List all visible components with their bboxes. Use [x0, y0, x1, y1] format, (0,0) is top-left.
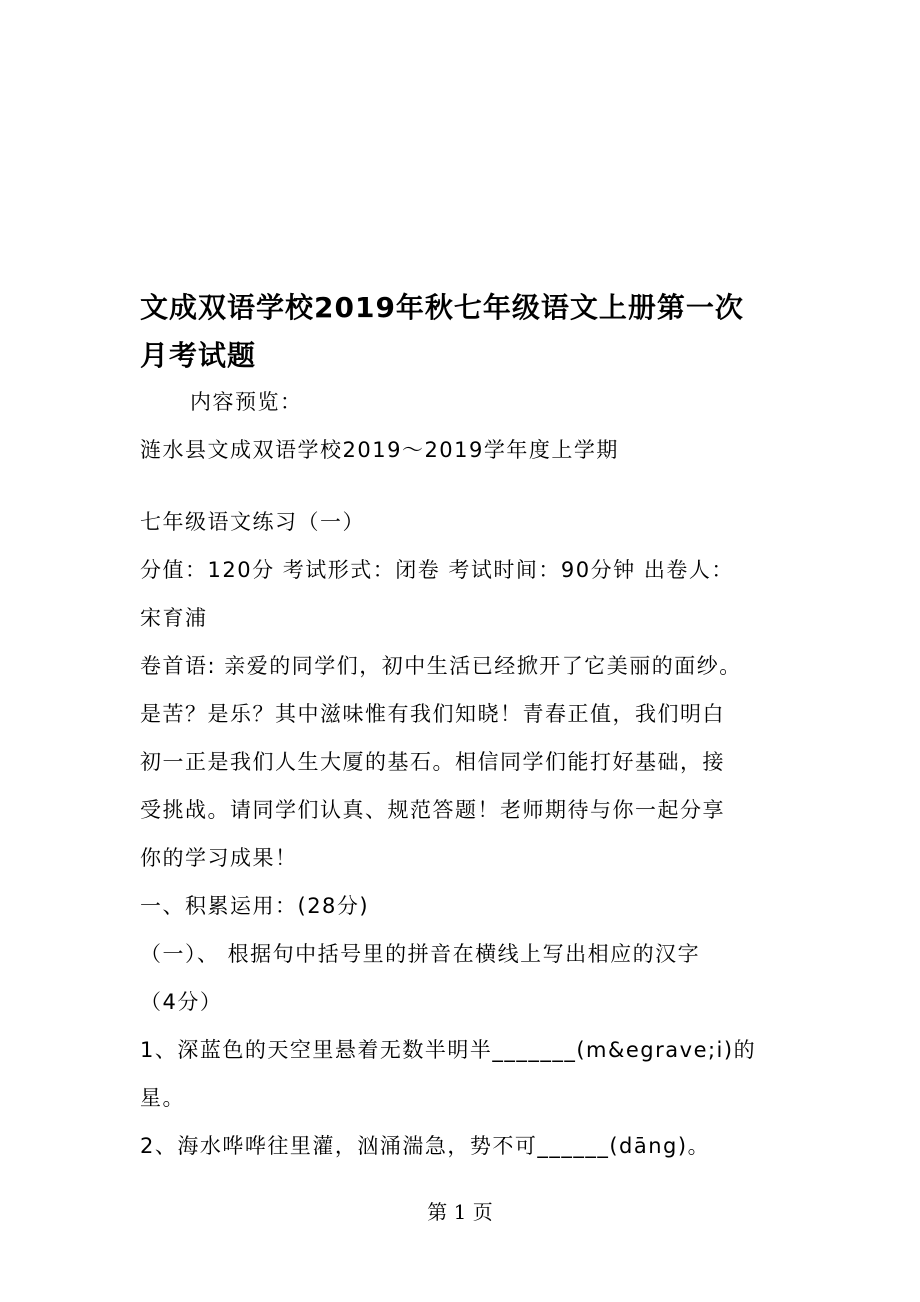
- preface-line: 是苦？是乐？其中滋味惟有我们知晓！青春正值，我们明白: [140, 702, 725, 726]
- question-1: 1、深蓝色的天空里悬着无数半明半_______(m&egrave;i)的: [140, 1038, 757, 1062]
- preface-line: 你的学习成果！: [140, 846, 298, 870]
- page-number: 第 1 页: [427, 1200, 493, 1224]
- title-line-2: 月考试题: [140, 339, 257, 372]
- preface-line: 初一正是我们人生大厦的基石。相信同学们能打好基础，接: [140, 750, 725, 774]
- school-line: 涟水县文成双语学校2019～2019学年度上学期: [140, 438, 619, 462]
- preface-line: 卷首语: 亲爱的同学们，初中生活已经掀开了它美丽的面纱。: [140, 654, 742, 678]
- exam-author: 宋育浦: [140, 606, 208, 630]
- exam-info: 分值：120分 考试形式：闭卷 考试时间：90分钟 出卷人：: [140, 558, 734, 582]
- section-heading: 一、积累运用：(28分): [140, 894, 370, 918]
- question-1-cont: 星。: [140, 1086, 185, 1110]
- title-line-1: 文成双语学校2019年秋七年级语文上册第一次: [140, 291, 744, 324]
- preview-label: 内容预览：: [190, 390, 303, 414]
- preface-line: 受挑战。请同学们认真、规范答题！老师期待与你一起分享: [140, 798, 725, 822]
- subsection-score: （4分）: [140, 990, 223, 1014]
- question-2: 2、海水哗哗往里灌，汹涌湍急，势不可______(dāng)。: [140, 1134, 711, 1158]
- subsection-heading: （一）、 根据句中括号里的拼音在横线上写出相应的汉字: [140, 942, 701, 966]
- exercise-title: 七年级语文练习（一）: [140, 510, 365, 534]
